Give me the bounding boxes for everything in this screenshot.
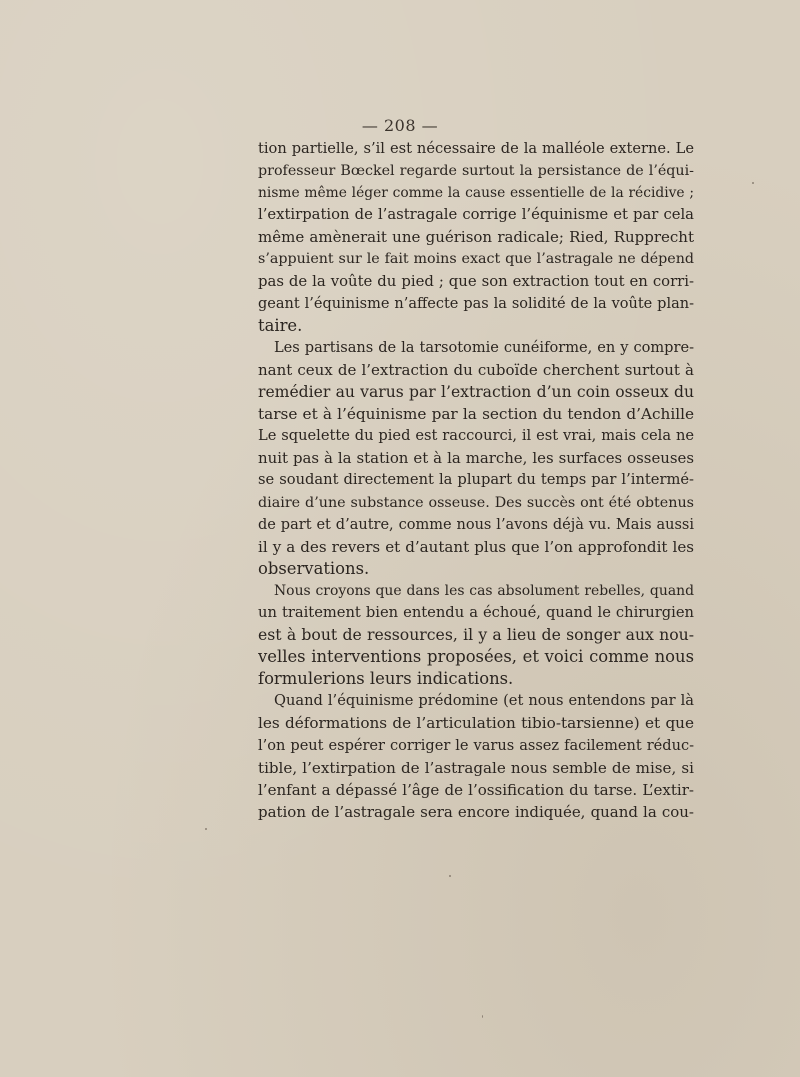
text-line: tion partielle, s’il est nécessaire de la malléole externe. Le: [258, 140, 694, 157]
paper-speck: [205, 828, 207, 830]
body-text: [258, 138, 694, 823]
text-line: pas de la voûte du pied ; que son extraction tout en corri-: [258, 272, 694, 290]
text-line: Quand l’équinisme prédomine (et nous entendons par là: [274, 692, 694, 710]
text-line: se soudant directement la plupart du temps par l’intermé-: [258, 471, 694, 489]
text-line: professeur Bœckel regarde surtout la persistance de l’équi-: [258, 163, 694, 180]
page-number: — 208 —: [361, 116, 439, 135]
text-line: il y a des revers et d’autant plus que l’on approfondit les: [258, 537, 694, 556]
text-line: observations.: [258, 558, 370, 578]
paper-speck: [449, 875, 451, 877]
text-line: geant l’équinisme n’affecte pas la solidité de la voûte plan-: [258, 295, 694, 312]
text-line: les déformations de l’articulation tibio-tarsienne) et que: [258, 714, 694, 733]
text-line: un traitement bien entendu a échoué, quand le chirurgien: [258, 603, 694, 621]
text-line: pation de l’astragale sera encore indiquée, quand la cou-: [258, 802, 694, 821]
text-line: Le squelette du pied est raccourci, il est vrai, mais cela ne: [258, 427, 694, 445]
paper-speck: [482, 1015, 483, 1018]
text-line: tarse et à l’équinisme par la section du tendon d’Achille: [258, 405, 694, 424]
text-line: nuit pas à la station et à la marche, les surfaces osseuses: [258, 449, 694, 468]
text-line: est à bout de ressources, il y a lieu de songer aux nou-: [258, 625, 694, 645]
text-line: nant ceux de l’extraction du cuboïde cherchent surtout à: [258, 360, 694, 379]
text-line: diaire d’une substance osseuse. Des succès ont été obtenus: [258, 494, 694, 511]
text-line: même amènerait une guérison radicale; Ried, Rupprecht: [258, 228, 694, 247]
text-line: l’extirpation de l’astragale corrige l’équinisme et par cela: [258, 206, 694, 224]
text-line: de part et d’autre, comme nous l’avons déjà vu. Mais aussi: [258, 516, 694, 533]
text-line: nisme même léger comme la cause essentielle de la récidive ;: [258, 185, 694, 202]
text-line: l’on peut espérer corriger le varus assez facilement réduc-: [258, 737, 694, 754]
text-line: velles interventions proposées, et voici comme nous: [258, 647, 694, 667]
text-line: tible, l’extirpation de l’astragale nous semble de mise, si: [258, 758, 694, 777]
text-line: Nous croyons que dans les cas absolument rebelles, quand: [274, 582, 694, 599]
text-line: taire.: [258, 315, 303, 335]
text-line: l’enfant a dépassé l’âge de l’ossification du tarse. L’extir-: [258, 780, 694, 799]
text-line: Les partisans de la tarsotomie cunéiforme, en y compre-: [274, 338, 694, 356]
text-line: formulerions leurs indications.: [258, 669, 514, 689]
text-line: s’appuient sur le fait moins exact que l’astragale ne dépend: [258, 251, 694, 268]
paper-speck: [752, 182, 754, 184]
text-line: remédier au varus par l’extraction d’un coin osseux du: [258, 383, 694, 402]
